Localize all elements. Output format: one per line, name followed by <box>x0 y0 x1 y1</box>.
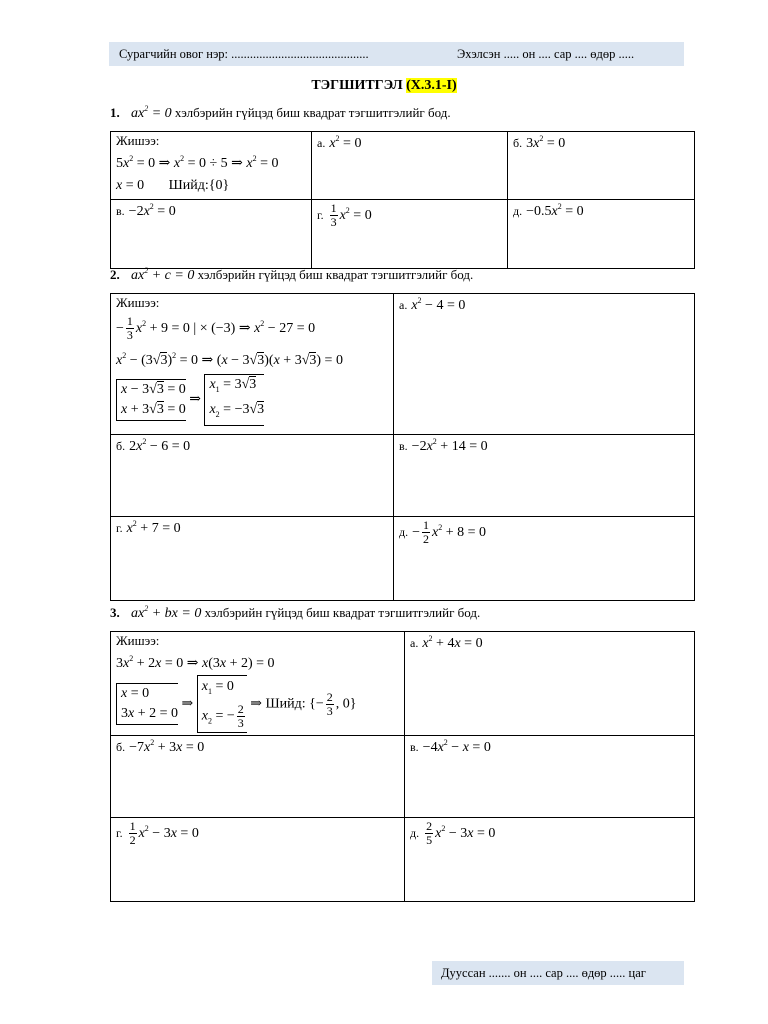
q1-eq-d: $\frac{1}{3}$ $x^2 = 0$ <box>330 201 372 229</box>
q2-cell-d[interactable] <box>111 517 394 601</box>
q3-example-label: Жишээ: <box>116 633 160 648</box>
q2-eq-a: $x^2 - 4 = 0$ <box>411 296 466 313</box>
q2-cell-e[interactable] <box>394 517 695 601</box>
q3-eq-b: $-7x^2 + 3x = 0$ <box>129 738 205 756</box>
q2-label-b: б. <box>116 439 126 453</box>
q1-cell-d[interactable] <box>312 200 508 269</box>
q3-label-a: а. <box>410 636 419 650</box>
q1-table <box>110 131 695 269</box>
q3-eq-c: $-4x^2 - x = 0$ <box>422 738 491 756</box>
q1-example-line2: x = 0 Шийд:{0} <box>116 178 230 193</box>
end-date-field[interactable]: Дууссан ....... он .... сар .... өдөр ..... цаг <box>441 965 646 980</box>
student-name-field[interactable]: Сурагчийн овог нэр: ............................................ <box>119 46 369 61</box>
q2-label-c: в. <box>399 439 408 453</box>
q3-text: хэлбэрийн гүйцэд биш квадрат тэгшитгэлийг бод. <box>204 605 481 620</box>
q3-form: $ax^2$ + bx = 0 <box>131 604 202 621</box>
q3-eq-d: $\frac{1}{2}$ $x^2 - 3x = 0$ <box>129 819 199 848</box>
q3-cell-d[interactable] <box>111 818 405 902</box>
q3-label-e: д. <box>410 826 420 841</box>
q1-eq-e: $-0.5x^2 = 0$ <box>526 202 584 219</box>
title-code: (X.3.1-I) <box>406 78 457 93</box>
q3-solution-word: Шийд: <box>265 696 306 712</box>
q3-label-b: б. <box>116 740 126 755</box>
q2-example-line3: x − 3√3 = 0 x + 3√3 = 0 ⇒ $x_1 = 3√3$ $x_2 = -3√3$ <box>116 374 388 426</box>
q3-cell-c[interactable] <box>405 736 695 818</box>
q2-eq-d: $x^2 + 7 = 0$ <box>126 519 181 536</box>
q1-eq-c: $-2x^2 = 0$ <box>128 202 176 219</box>
q1-cell-a[interactable] <box>312 132 508 200</box>
q2-eq-b: $2x^2 - 6 = 0$ <box>129 437 191 454</box>
q3-eq-e: $\frac{2}{5}$ $x^2 - 3x = 0$ <box>426 819 496 848</box>
footer-band <box>432 961 684 985</box>
q1-form: $ax^2 = 0$ <box>131 104 172 121</box>
q2-cell-c[interactable] <box>394 435 695 517</box>
q2-text: хэлбэрийн гүйцэд биш квадрат тэгшитгэлийг бод. <box>197 267 474 282</box>
q2-eq-c: $-2x^2 + 14 = 0$ <box>411 437 488 454</box>
q3-table <box>110 631 695 902</box>
q2-eq-e: − $\frac{1}{2}$ $x^2 + 8 = 0$ <box>412 518 487 546</box>
q3-example-line2: x = 0 3x + 2 = 0 ⇒ $x_1 = 0$ $x_2$ = − $\frac{2}{3}$ ⇒ Шийд: {− $\frac{2}{3}$ , 0} <box>116 675 399 733</box>
q1-label-a: а. <box>317 136 326 150</box>
q2-cell-a[interactable] <box>394 294 695 435</box>
q3-number: 3. <box>110 605 120 620</box>
q1-label-d: г. <box>317 207 324 222</box>
q2-example-label: Жишээ: <box>116 295 160 310</box>
q1-cell-b[interactable] <box>508 132 695 200</box>
q3-cell-e[interactable] <box>405 818 695 902</box>
q3-label-d: г. <box>116 826 123 841</box>
q1-eq-b: $3x^2 = 0$ <box>526 134 566 151</box>
page-title <box>0 78 768 94</box>
title-main: ТЭГШИТГЭЛ <box>311 78 403 93</box>
q2-number: 2. <box>110 267 120 282</box>
q2-cell-b[interactable] <box>111 435 394 517</box>
q1-cell-e[interactable] <box>508 200 695 269</box>
q1-eq-a: $x^2 = 0$ <box>329 134 362 151</box>
header-band <box>109 42 684 66</box>
q1-cell-c[interactable] <box>111 200 312 269</box>
q2-label-a: а. <box>399 298 408 312</box>
q1-example-label: Жишээ: <box>116 133 160 148</box>
q3-example-line1: $3x^2 + 2x = 0$ ⇒ x(3x + 2) = 0 <box>116 654 275 671</box>
q2-form: $ax^2 + c = 0$ <box>131 266 195 283</box>
q1-label-c: в. <box>116 204 125 218</box>
q1-example-line1: $5x^2 = 0$ ⇒ $x^2 = 0 \div 5$ ⇒ $x^2 = 0$ <box>116 154 279 171</box>
q1-text: хэлбэрийн гүйцэд биш квадрат тэгшитгэлийг бод. <box>174 105 451 120</box>
q1-number: 1. <box>110 105 120 120</box>
q2-table <box>110 293 695 601</box>
q2-example-cell <box>111 294 394 435</box>
q3-cell-b[interactable] <box>111 736 405 818</box>
q1-solution-word: Шийд: <box>168 178 209 193</box>
q1-label-e: д. <box>513 204 523 218</box>
q1-label-b: б. <box>513 136 523 150</box>
q3-cell-a[interactable] <box>405 632 695 736</box>
q3-prompt <box>110 604 480 622</box>
q2-label-d: г. <box>116 521 123 535</box>
q3-example-cell <box>111 632 405 736</box>
q2-label-e: д. <box>399 524 409 539</box>
q2-example-line2: $x^2 - (3√3)^2 = 0$ ⇒ (x − 3√3)(x + 3√3) = 0 <box>116 351 343 368</box>
q2-prompt <box>110 266 473 284</box>
q1-prompt <box>110 104 451 122</box>
q2-example-line1: − $\frac{1}{3}$ $x^2 + 9 = 0$ | × (−3) ⇒ $x^2 - 27 = 0$ <box>116 314 316 343</box>
q1-example-cell <box>111 132 312 200</box>
q3-eq-a: $x^2 + 4x = 0$ <box>422 634 483 651</box>
q3-label-c: в. <box>410 740 419 755</box>
start-date-field[interactable]: Эхэлсэн ..... он .... сар .... өдөр ..... <box>457 46 635 61</box>
